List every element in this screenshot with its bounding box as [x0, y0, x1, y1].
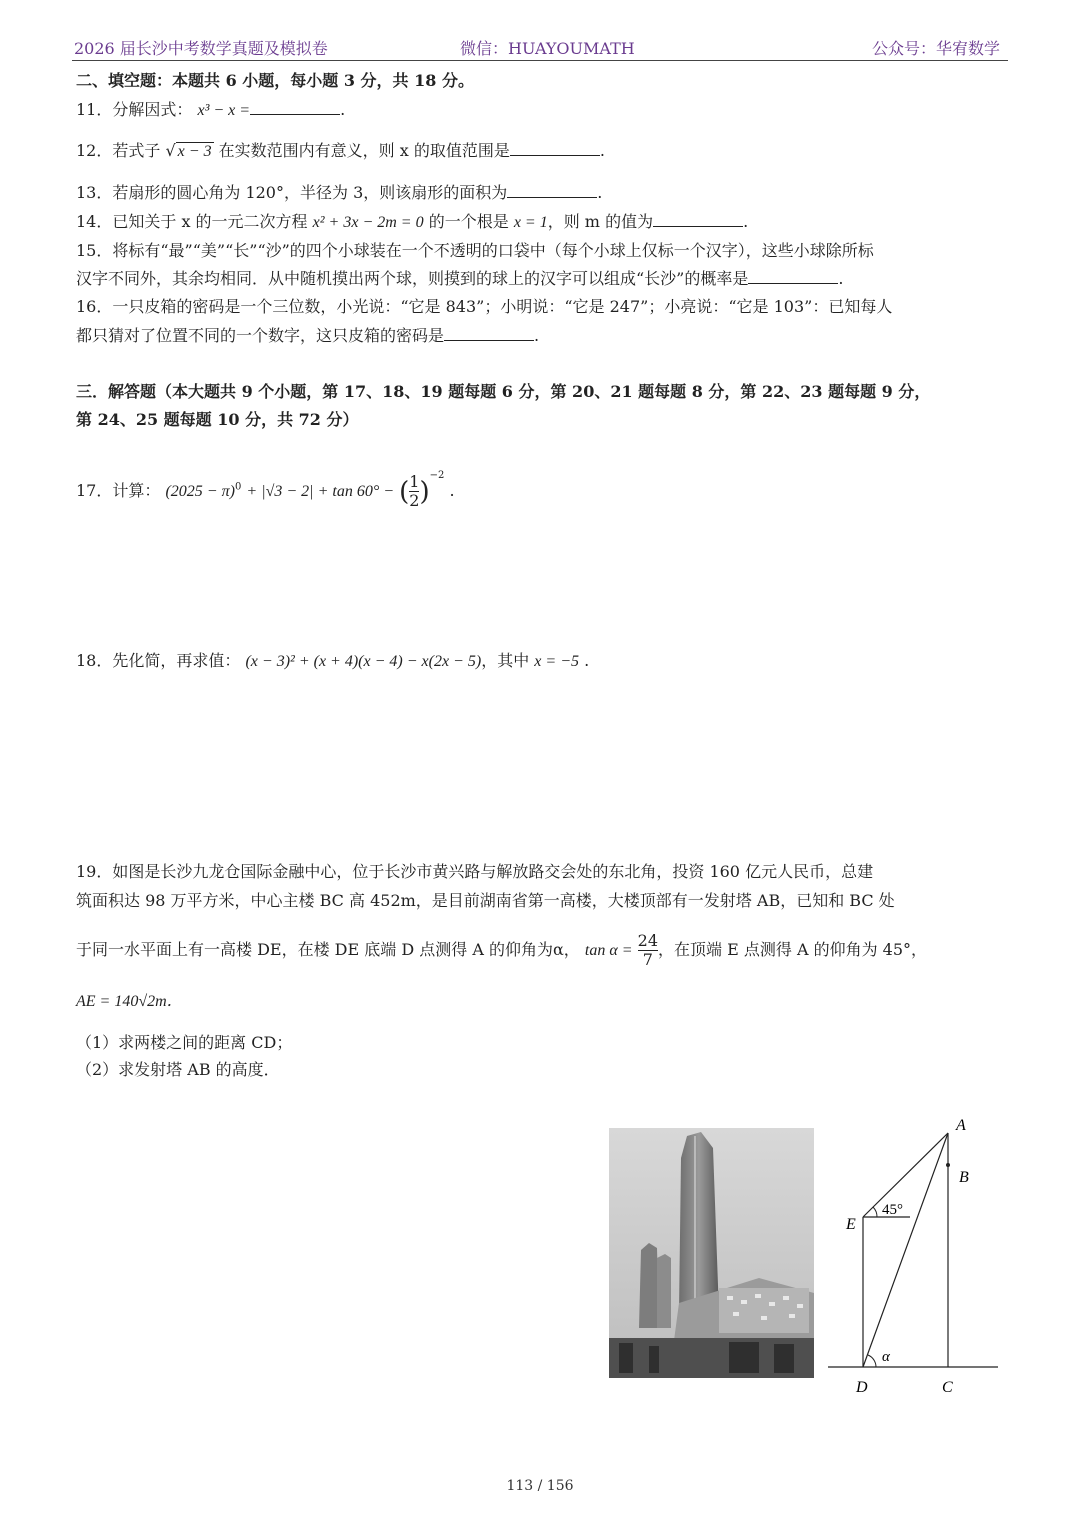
q14-blank [653, 212, 743, 227]
q11-end: . [340, 100, 346, 119]
q13-end: . [597, 183, 603, 202]
angle-alpha-arc [868, 1355, 876, 1367]
label-alpha: α [882, 1349, 890, 1365]
q16-blank [444, 326, 534, 341]
q19-text-b: ，在顶端 E 点测得 A 的仰角为 45°， [658, 940, 928, 959]
label-d: D [856, 1379, 868, 1396]
header-wechat: 微信：HUAYOUMATH [460, 39, 635, 58]
question-19-line1: 19．如图是长沙九龙仓国际金融中心，位于长沙市黄兴路与解放路交会处的东北角，投资 160 亿元人民币，总建 [76, 862, 874, 881]
label-a: A [956, 1117, 966, 1134]
q19-frac-den: 7 [642, 950, 653, 969]
q17-label: 17．计算： [76, 481, 161, 500]
q18-label: 18．先化简，再求值： [76, 651, 241, 670]
angle-45-arc [873, 1207, 877, 1217]
q15-blank [748, 269, 838, 284]
q15-end: . [838, 269, 844, 288]
question-15-line1: 15．将标有“最”“美”“长”“沙”的四个小球装在一个不透明的口袋中（每个小球上仅标一个汉字），这些小球除所标 [76, 241, 874, 260]
q18-expr: (x − 3)² + (x + 4)(x − 4) − x(2x − 5) [245, 653, 482, 670]
q17-frac-den: 2 [409, 491, 420, 510]
q19-fraction [638, 932, 658, 969]
q19-frac-num: 24 [637, 931, 658, 950]
question-14 [76, 212, 748, 233]
page-number: 113 / 156 [506, 1478, 574, 1494]
q15-text: 汉字不同外，其余均相同．从中随机摸出两个球，则摸到的球上的汉字可以组成“长沙”的概率是 [76, 269, 749, 288]
question-17 [76, 466, 455, 510]
q18-condition: x = −5 [534, 653, 579, 670]
q14-text-c: ，则 m 的值为 [547, 212, 654, 231]
line-da [863, 1133, 948, 1367]
question-19-line2: 筑面积达 98 万平方米，中心主楼 BC 高 452m，是目前湖南省第一高楼，大楼顶部有一发射塔 AB，已知和 BC 处 [76, 891, 895, 910]
question-19-line3 [76, 932, 927, 969]
q17-part1: (2025 − π) [165, 483, 235, 500]
geometry-figure [828, 1110, 1008, 1400]
question-16-line2 [76, 326, 539, 346]
q18-end: . [584, 651, 590, 670]
q14-root: x = 1 [513, 214, 548, 231]
question-15-line2 [76, 269, 843, 289]
q19-tan: tan α = [584, 942, 633, 959]
question-18 [76, 651, 589, 672]
q11-label: 11．分解因式： [76, 100, 193, 119]
q14-end: . [743, 212, 749, 231]
section3-title-line2: 第 24、25 题每题 10 分，共 72 分） [76, 410, 359, 429]
label-b: B [959, 1169, 969, 1186]
header-account: 公众号：华宥数学 [871, 39, 1000, 58]
section3-title-line1: 三．解答题（本大题共 9 个小题，第 17、18、19 题每题 6 分，第 20、21 题每题 8 分，第 22、23 题每题 9 分， [76, 382, 931, 401]
question-12 [76, 141, 605, 162]
q18-text-b: ，其中 [481, 651, 530, 670]
q14-text-a: 14．已知关于 x 的一元二次方程 [76, 212, 308, 231]
q11-blank [250, 100, 340, 115]
q17-part2: + |√3 − 2| + tan 60° − [246, 483, 395, 500]
q17-paren-close: ) [419, 476, 430, 507]
q16-text: 都只猜对了位置不同的一个数字，这只皮箱的密码是 [76, 326, 445, 345]
q12-radicand: x − 3 [177, 143, 212, 160]
question-16-line1: 16．一只皮箱的密码是一个三位数，小光说：“它是 843”；小明说：“它是 247”；小亮说：“它是 103”：已知每人 [76, 297, 893, 316]
q12-radical: √ x − 3 [165, 141, 212, 160]
header-title: 2026 届长沙中考数学真题及模拟卷 [74, 39, 328, 58]
q13-blank [507, 183, 597, 198]
q12-end: . [599, 141, 605, 160]
q17-exp2: −2 [429, 470, 445, 481]
q12-blank [510, 141, 600, 156]
label-e: E [846, 1216, 856, 1233]
q11-expr: x³ − x = [197, 102, 251, 119]
q17-paren-open: ( [399, 476, 410, 507]
label-45-degree: 45° [882, 1202, 903, 1218]
question-11 [76, 100, 345, 121]
q16-end: . [534, 326, 540, 345]
question-13 [76, 183, 602, 203]
q12-text-a: 12．若式子 [76, 141, 161, 160]
q17-fraction [409, 473, 419, 510]
q17-frac-num: 1 [409, 472, 420, 491]
line-ea [863, 1133, 948, 1217]
q17-end: . [449, 481, 455, 500]
q13-text: 13．若扇形的圆心角为 120°，半径为 3，则该扇形的面积为 [76, 183, 508, 202]
section2-title: 二、填空题：本题共 6 小题，每小题 3 分，共 18 分。 [76, 71, 474, 90]
question-19-line4: AE = 140√2m． [76, 993, 183, 1010]
q12-text-b: 在实数范围内有意义，则 x 的取值范围是 [218, 141, 510, 160]
label-c: C [942, 1379, 953, 1396]
page-header [72, 34, 1008, 61]
q19-text-a: 于同一水平面上有一高楼 DE，在楼 DE 底端 D 点测得 A 的仰角为α， [76, 940, 580, 959]
point-b [946, 1163, 950, 1167]
question-19-sub1: （1）求两楼之间的距离 CD； [76, 1033, 293, 1052]
building-photo [609, 1128, 814, 1378]
question-19-sub2: （2）求发射塔 AB 的高度． [76, 1060, 280, 1079]
q14-expr: x² + 3x − 2m = 0 [312, 214, 424, 231]
q17-exp1: 0 [234, 481, 242, 493]
q14-text-b: 的一个根是 [428, 212, 509, 231]
